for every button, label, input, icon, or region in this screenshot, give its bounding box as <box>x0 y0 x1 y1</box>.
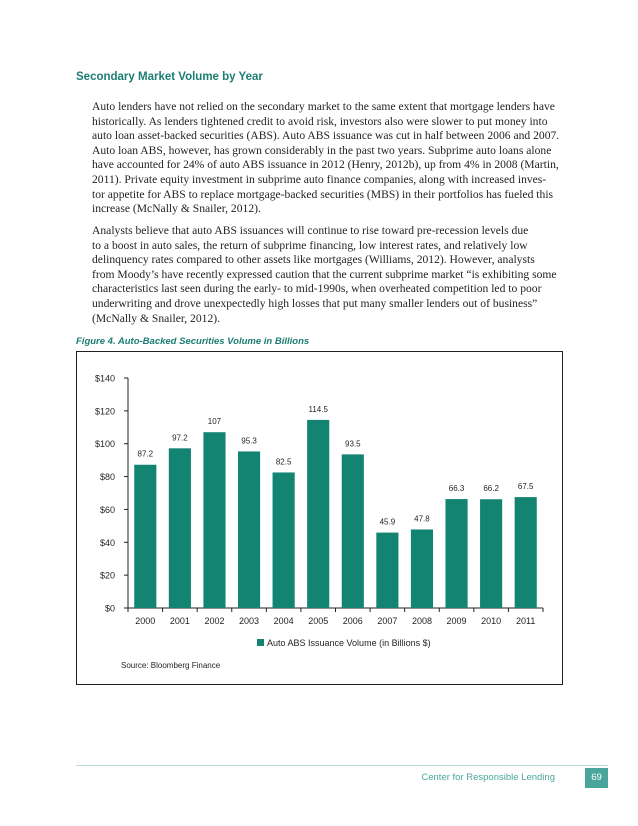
paragraph-line: Auto lenders have not relied on the secondary market to the same extent that mortgage lenders have <box>92 100 555 113</box>
data-label: 87.2 <box>137 449 154 459</box>
x-tick-label: 2000 <box>135 616 156 626</box>
paragraph-line: characteristics last seen during the early- to mid-1990s, when overheated competition led to poor <box>92 282 542 296</box>
bar <box>515 497 537 608</box>
bar <box>342 454 364 608</box>
paragraph-2 <box>92 224 562 326</box>
x-tick-label: 2007 <box>377 616 398 626</box>
figure-caption: Figure 4. Auto-Backed Securities Volume in Billions <box>76 336 310 347</box>
y-tick-label: $80 <box>99 472 115 483</box>
paragraph-line: auto loan asset-backed securities (ABS). Auto ABS issuance was cut in half between 2006 and 2007. <box>92 129 560 143</box>
section-title: Secondary Market Volume by Year <box>76 71 263 83</box>
paragraph-line: increase (McNally & Snailer, 2012). <box>92 202 261 216</box>
y-tick-label: $0 <box>104 603 115 614</box>
x-tick-label: 2005 <box>308 616 329 626</box>
bar <box>445 499 467 608</box>
paragraph-line: (McNally & Snailer, 2012). <box>92 311 221 325</box>
data-label: 82.5 <box>275 457 292 467</box>
data-label: 107 <box>207 417 222 427</box>
x-tick-label: 2009 <box>446 616 467 626</box>
data-label: 114.5 <box>308 404 328 414</box>
data-label: 97.2 <box>172 433 188 443</box>
paragraph-line: from Moody’s have recently expressed caution that the current subprime market “is exhibiting some <box>92 267 557 281</box>
bar <box>411 529 433 608</box>
paragraph-line: historically. As lenders tightened credit to avoid risk, investors also were slower to put money into <box>92 114 548 128</box>
source-note: Source: Bloomberg Finance <box>121 661 221 670</box>
data-label: 66.3 <box>448 484 465 494</box>
data-label: 45.9 <box>379 517 396 527</box>
legend-swatch <box>257 639 264 646</box>
legend-label: Auto ABS Issuance Volume (in Billions $) <box>267 638 431 648</box>
bar <box>169 448 191 608</box>
x-tick-label: 2003 <box>239 616 260 626</box>
page-number: 69 <box>585 768 608 788</box>
paragraph-line: delinquency rates compared to other assets like mortgages (Williams, 2012). However, analysts <box>92 253 535 267</box>
x-tick-label: 2008 <box>411 616 432 626</box>
data-label: 93.5 <box>345 439 361 449</box>
paragraph-line: have accounted for 24% of auto ABS issuance in 2012 (Henry, 2012b), up from 4% in 2008 (Martin, <box>92 158 559 172</box>
paragraph-line: underwriting and drove unexpectedly high losses that put many smaller lenders out of business” <box>92 296 538 310</box>
chart-frame <box>76 351 563 685</box>
bar-chart <box>77 352 562 684</box>
data-label: 95.3 <box>241 436 257 446</box>
bar <box>273 472 295 608</box>
bar <box>480 499 502 608</box>
y-tick-label: $20 <box>99 570 115 581</box>
y-tick-label: $100 <box>94 439 115 450</box>
footer-organization: Center for Responsible Lending <box>421 772 555 783</box>
bar <box>238 451 260 608</box>
x-tick-label: 2004 <box>273 616 294 626</box>
x-tick-label: 2002 <box>204 616 225 626</box>
data-label: 47.8 <box>414 514 430 524</box>
bar <box>307 420 329 608</box>
footer-divider <box>76 765 608 766</box>
y-tick-label: $120 <box>94 406 115 417</box>
data-label: 67.5 <box>517 482 534 492</box>
x-tick-label: 2011 <box>516 616 536 626</box>
x-tick-label: 2006 <box>342 616 363 626</box>
x-tick-label: 2001 <box>169 616 190 626</box>
paragraph-line: to a boost in auto sales, the return of subprime financing, low interest rates, and relatively low <box>92 238 528 252</box>
data-label: 66.2 <box>483 484 499 494</box>
bar <box>134 465 156 608</box>
y-tick-label: $140 <box>94 373 115 384</box>
x-tick-label: 2010 <box>481 616 502 626</box>
paragraph-line: Auto loan ABS, however, has grown considerably in the past two years. Subprime auto loans alone <box>92 143 552 157</box>
paragraph-1 <box>92 100 562 217</box>
paragraph-line: 2011). Private equity investment in subprime auto finance companies, along with increased inves- <box>92 172 547 186</box>
bar <box>203 432 225 608</box>
paragraph-line: tor appetite for ABS to replace mortgage-backed securities (MBS) in their portfolios has fueled this <box>92 187 554 201</box>
y-tick-label: $40 <box>99 537 115 548</box>
bar <box>376 533 398 608</box>
paragraph-line: Analysts believe that auto ABS issuances will continue to rise toward pre-recession levels due <box>92 224 529 237</box>
y-tick-label: $60 <box>99 504 115 515</box>
